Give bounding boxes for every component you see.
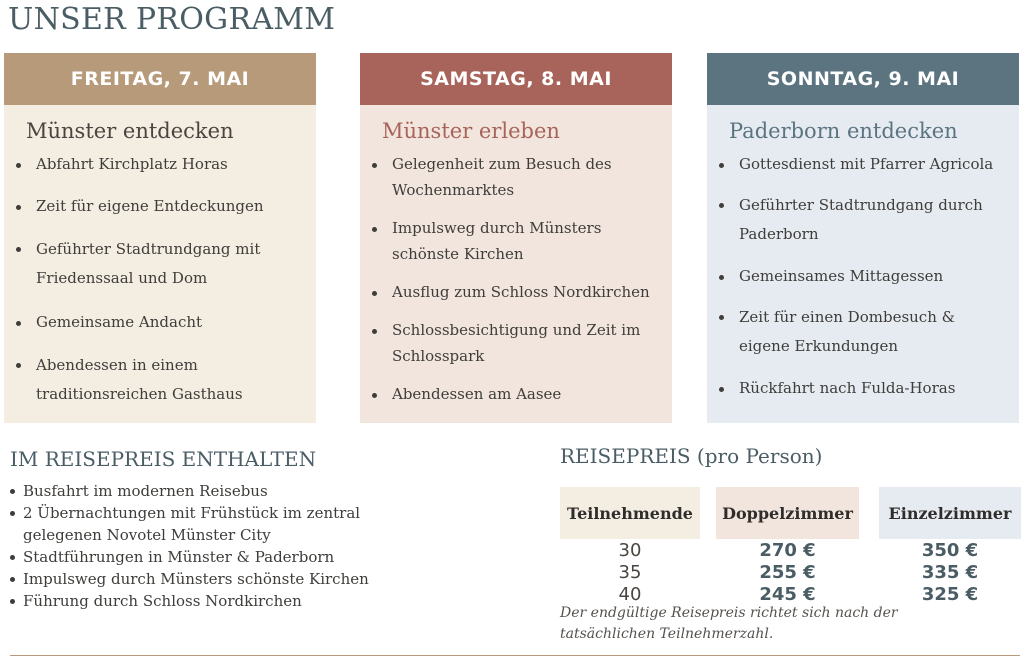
day-header-friday: FREITAG, 7. MAI (4, 53, 316, 105)
day-list-friday (26, 151, 302, 409)
page-title: UNSER PROGRAMM (8, 2, 336, 37)
list-item: Geführter Stadtrundgang mit Friedenssaal und Dom (26, 235, 276, 293)
price-header-single-room: Einzelzimmer (879, 487, 1021, 539)
day-body-friday (4, 105, 316, 423)
bottom-divider (10, 655, 1020, 656)
participants-value: 35 (618, 562, 642, 583)
list-item: Gemeinsames Mittagessen (729, 263, 1005, 289)
day-card-saturday (360, 53, 672, 423)
list-item: 2 Übernachtungen mit Frühstück im zentral gelegenen Novotel Münster City (10, 502, 380, 546)
list-item: Schlossbesichtigung und Zeit im Schlosspark (382, 317, 652, 369)
list-item: Gemeinsame Andacht (26, 309, 302, 335)
list-item: Gottesdienst mit Pfarrer Agricola (729, 151, 1005, 177)
single-room-price: 335 € (921, 562, 979, 583)
participants-value: 30 (618, 540, 642, 561)
day-subtitle-friday: Münster entdecken (26, 119, 234, 143)
day-body-saturday (360, 105, 672, 423)
list-item: Zeit für eigene Entdeckungen (26, 193, 302, 219)
pricing-title: REISEPREIS (pro Person) (560, 444, 823, 468)
single-room-price: 350 € (921, 540, 979, 561)
list-item: Busfahrt im modernen Reisebus (10, 480, 430, 502)
day-header-sunday: SONNTAG, 9. MAI (707, 53, 1019, 105)
list-item: Abendessen in einem traditionsreichen Gasthaus (26, 351, 266, 409)
price-column-participants (560, 540, 700, 606)
price-header-participants: Teilnehmende (560, 487, 700, 539)
list-item: Abendessen am Aasee (382, 381, 658, 407)
list-item: Zeit für einen Dombesuch & eigene Erkundungen (729, 303, 1009, 361)
list-item: Geführter Stadtrundgang durch Paderborn (729, 191, 999, 249)
list-item: Impulsweg durch Münsters schönste Kirchen (382, 215, 612, 267)
list-item: Gelegenheit zum Besuch des Wochenmarktes (382, 151, 622, 203)
participants-value: 40 (618, 584, 642, 605)
price-header-double-room: Doppelzimmer (716, 487, 859, 539)
list-item: Abfahrt Kirchplatz Horas (26, 151, 302, 177)
single-room-price: 325 € (921, 584, 979, 605)
day-card-sunday (707, 53, 1019, 423)
list-item: Ausflug zum Schloss Nordkirchen (382, 279, 658, 305)
day-subtitle-saturday: Münster erleben (382, 119, 560, 143)
day-list-saturday (382, 151, 658, 407)
price-column-double-room (716, 540, 859, 606)
double-room-price: 245 € (759, 584, 816, 605)
list-item: Stadtführungen in Münster & Paderborn (10, 546, 430, 568)
day-card-friday (4, 53, 316, 423)
price-column-single-room (879, 540, 1021, 606)
day-body-sunday (707, 105, 1019, 423)
double-room-price: 255 € (759, 562, 816, 583)
list-item: Führung durch Schloss Nordkirchen (10, 590, 430, 612)
day-subtitle-sunday: Paderborn entdecken (729, 119, 958, 143)
double-room-price: 270 € (759, 540, 816, 561)
day-header-saturday: SAMSTAG, 8. MAI (360, 53, 672, 105)
list-item: Impulsweg durch Münsters schönste Kirchen (10, 568, 430, 590)
price-note: Der endgültige Reisepreis richtet sich nach der tatsächlichen Teilnehmerzahl. (560, 605, 898, 642)
day-list-sunday (729, 151, 1005, 401)
included-title: IM REISEPREIS ENTHALTEN (10, 447, 317, 471)
list-item: Rückfahrt nach Fulda-Horas (729, 375, 1005, 401)
included-list (10, 480, 430, 612)
